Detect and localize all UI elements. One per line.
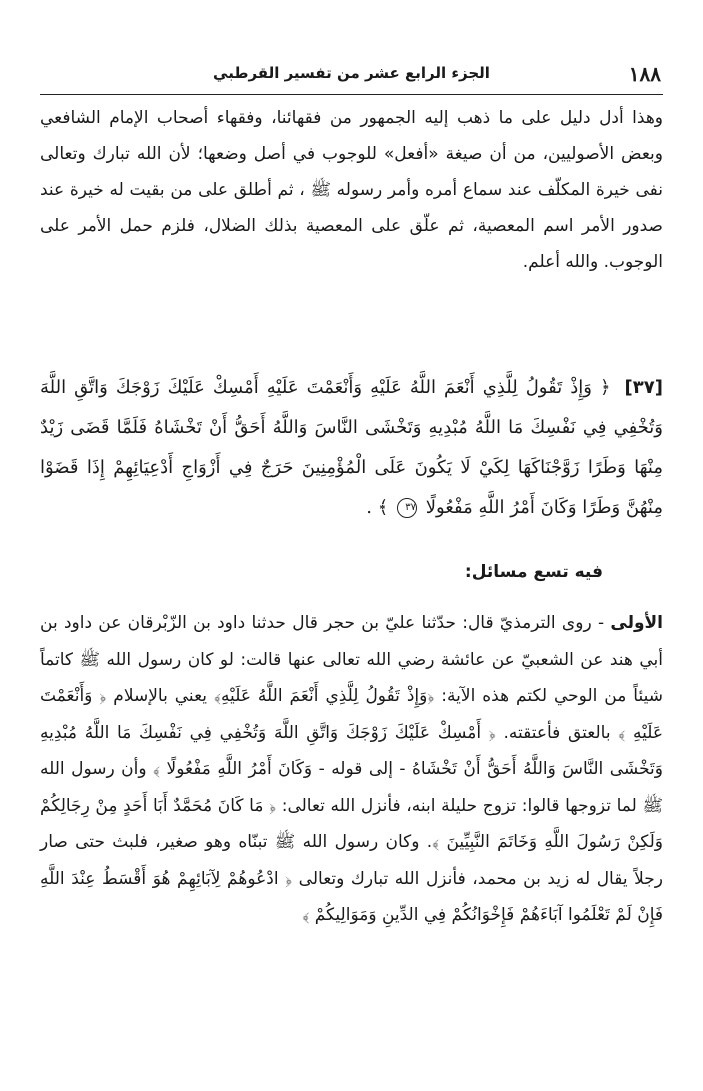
page-header [40, 58, 663, 95]
ayah-end-marker-icon: ٣٧ [397, 498, 417, 518]
page-number: ١٨٨ [628, 62, 661, 86]
running-title: الجزء الرابع عشر من تفسير القرطبي [213, 64, 490, 82]
issue-label: الأولى [610, 613, 664, 633]
verse-closing: ﴾ . [366, 497, 389, 518]
quran-verse-block [40, 368, 663, 528]
paragraph-conclusion: وهذا أدل دليل على ما ذهب إليه الجمهور من فقهائنا، وفقهاء أصحاب الإمام الشافعي وبعض الأصوليين، من أن صيغة «أفعل» للوجوب في أصل وضعها؛ لأن الله تبارك وتعالى نفى خيرة المكلّف عند سماع أمره وأمر رسوله ﷺ ، ثم أطلق على من بقيت له خيرة عند صدور الأمر اسم المعصية، ثم علّق على المعصية بذلك الضلال، فلزم حمل الأمر على الوجوب. والله أعلم. [40, 108, 663, 272]
issues-heading: فيه تسع مسائل: [464, 562, 603, 582]
issue-text: - روى الترمذيّ قال: حدّثنا عليّ بن حجر قال حدثنا داود بن الزّبْرقان عن داود بن أبي هند عن الشعبيّ عن عائشة رضي الله تعالى عنها قالت: لو كان رسول الله ﷺ كاتماً شيئاً من الوحي لكتم هذه الآية: ﴿وَإِذْ تَقُولُ لِلَّذِي أَنْعَمَ اللَّهُ عَلَيْهِ﴾ يعني بالإسلام ﴿ وَأَنْعَمْتَ عَلَيْهِ ﴾ بالعتق فأعتقته. ﴿ أَمْسِكْ عَلَيْكَ زَوْجَكَ وَاتَّقِ اللَّهَ وَتُخْفِي فِي نَفْسِكَ مَا اللَّهُ مُبْدِيهِ وَتَخْشَى النَّاسَ وَاللَّهُ أَحَقُّ أَنْ تَخْشَاهُ - إلى قوله - وَكَانَ أَمْرُ اللَّهِ مَفْعُولًا ﴾ وأن رسول الله ﷺ لما تزوجها قالوا: تزوج حليلة ابنه، فأنزل الله تعالى: ﴿ مَا كَانَ مُحَمَّدٌ أَبَا أَحَدٍ مِنْ رِجَالِكُمْ وَلَكِنْ رَسُولَ اللَّهِ وَخَاتَمَ النَّبِيِّينَ ﴾. وكان رسول الله ﷺ تبنّاه وهو صغير، فلبث حتى صار رجلاً يقال له زيد بن محمد، فأنزل الله تبارك وتعالى ﴿ ادْعُوهُمْ لِآبَائِهِمْ هُوَ أَقْسَطُ عِنْدَ اللَّهِ فَإِنْ لَمْ تَعْلَمُوا آبَاءَهُمْ فَإِخْوَانُكُمْ فِي الدِّينِ وَمَوَالِيكُمْ ﴾ [40, 613, 663, 925]
verse-text: ﴿ وَإِذْ تَقُولُ لِلَّذِي أَنْعَمَ اللَّهُ عَلَيْهِ وَأَنْعَمْتَ عَلَيْهِ أَمْسِكْ عَلَيْكَ زَوْجَكَ وَاتَّقِ اللَّهَ وَتُخْفِي فِي نَفْسِكَ مَا اللَّهُ مُبْدِيهِ وَتَخْشَى النَّاسَ وَاللَّهُ أَحَقُّ أَنْ تَخْشَاهُ فَلَمَّا قَضَى زَيْدٌ مِنْهَا وَطَرًا زَوَّجْنَاكَهَا لِكَيْ لَا يَكُونَ عَلَى الْمُؤْمِنِينَ حَرَجٌ فِي أَزْوَاجِ أَدْعِيَائِهِمْ إِذَا قَضَوْا مِنْهُنَّ وَطَرًا وَكَانَ أَمْرُ اللَّهِ مَفْعُولًا [40, 377, 663, 518]
verse-number: [٣٧] [624, 377, 663, 398]
paragraph-first-issue [40, 605, 663, 934]
